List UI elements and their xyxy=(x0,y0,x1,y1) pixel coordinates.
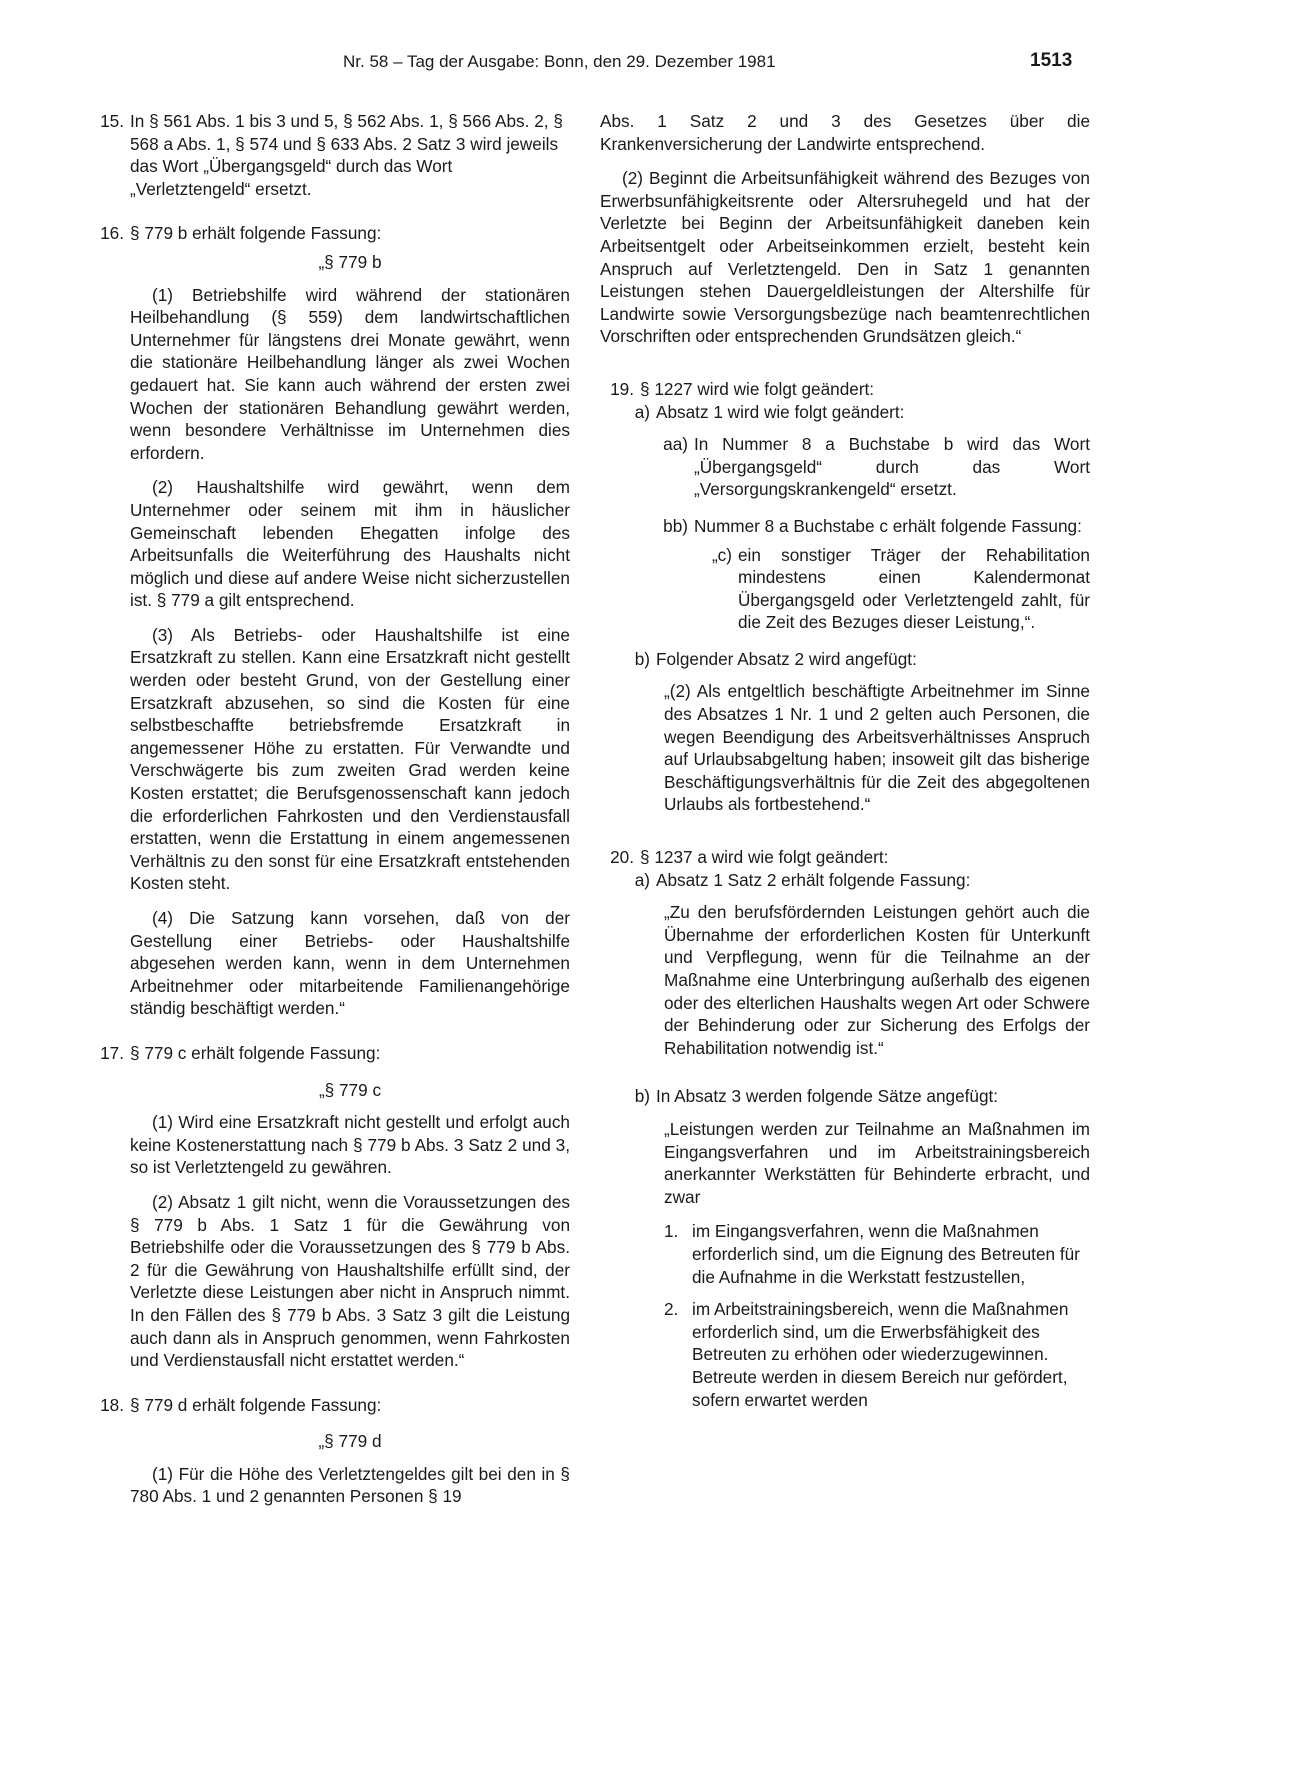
subitem-label: „c) xyxy=(711,544,732,565)
section-heading: „§ 779 b xyxy=(318,251,382,272)
numbered-text: im Arbeitstrainingsbereich, wenn die Maßnahmen erforderlich sind, um die Erwerbsfähigkeit des Betreuten zu erhöhen oder wiederzugewinnen. Betreute werden in diesem Bereich nur gefördert, sofern erwartet werden xyxy=(692,1299,1069,1410)
item-number: 18. xyxy=(100,1394,124,1415)
subitem-c xyxy=(696,544,1090,634)
item-17 xyxy=(90,1042,570,1372)
paragraph: (1) Für die Höhe des Verletztengeldes gilt bei den in § 780 Abs. 1 und 2 genannten Personen § 19 xyxy=(130,1463,570,1507)
quoted-amendment: „Zu den berufsfördernden Leistungen gehört auch die Übernahme der erforderlichen Kosten für Unterkunft und Verpflegung, wenn für die Teilnahme an der Maßnahme eine Unterbringung außerhalb des eigenen oder des elterlichen Haushalts wegen Art oder Schwere der Behinderung oder zur Sicherung des Erfolgs der Rehabilitation notwendig ist.“ xyxy=(664,902,1090,1058)
subitem-label: bb) xyxy=(663,515,688,536)
numbered-label: 1. xyxy=(664,1221,679,1242)
subitem-a xyxy=(620,869,1090,892)
item-19 xyxy=(600,378,1090,816)
item-number: 17. xyxy=(100,1042,124,1063)
numbered-item-2 xyxy=(664,1298,1090,1411)
section-heading: „§ 779 d xyxy=(318,1431,382,1452)
paragraph: (2) Absatz 1 gilt nicht, wenn die Voraussetzungen des § 779 b Abs. 1 Satz 1 für die Gewährung von Betriebshilfe oder die Voraussetzungen des § 779 b Abs. 2 für die Gewährung von Haushaltshilfe erfüllt sind, der Verletzte diese Leistungen aber nicht in Anspruch nimmt. In den Fällen des § 779 b Abs. 3 Satz 3 gilt die Leistung auch dann als in Anspruch genommen, wenn Fahrkosten und Verdienstausfall nicht erstattet werden.“ xyxy=(130,1191,570,1371)
quoted-amendment: „Leistungen werden zur Teilnahme an Maßnahmen im Eingangsverfahren und im Arbeitstrainingsbereich anerkannter Werkstätten für Behinderte erbracht, und zwar xyxy=(664,1118,1090,1207)
paragraph: (4) Die Satzung kann vorsehen, daß von der Gestellung einer Betriebs- oder Haushaltshilfe abgesehen werden kann, wenn in dem Unternehmen Arbeitnehmer oder mitarbeitende Familienangehörige ständig beschäftigt werden.“ xyxy=(130,908,570,1019)
paragraph: (2) Haushaltshilfe wird gewährt, wenn dem Unternehmer oder seinem mit ihm in häuslicher Gemeinschaft lebenden Ehegatten infolge des Arbeitsunfalls die Weiterführung des Haushalts nicht möglich und diese auf andere Weise nicht sicherzustellen ist. § 779 a gilt entsprechend. xyxy=(130,477,570,611)
paragraph: (1) Wird eine Ersatzkraft nicht gestellt und erfolgt auch keine Kostenerstattung nach § 779 b Abs. 3 Satz 2 und 3, so ist Verletztengeld zu gewähren. xyxy=(130,1112,570,1178)
item-text: In § 561 Abs. 1 bis 3 und 5, § 562 Abs. 1, § 566 Abs. 2, § 568 a Abs. 1, § 574 und § 633 Abs. 2 Satz 3 wird jeweils das Wort „Übergangsgeld“ durch das Wort „Verletztengeld“ ersetzt. xyxy=(130,111,563,199)
subitem-text: In Absatz 3 werden folgende Sätze angefügt: xyxy=(656,1086,999,1107)
item-text: § 1237 a wird wie folgt geändert: xyxy=(640,847,889,868)
item-text: § 1227 wird wie folgt geändert: xyxy=(640,378,875,399)
numbered-label: 2. xyxy=(664,1299,679,1320)
item-16 xyxy=(90,222,570,1020)
item-text: § 779 d erhält folgende Fassung: xyxy=(130,1394,382,1415)
page-header xyxy=(0,52,1300,82)
page-number: 1513 xyxy=(1030,50,1073,71)
numbered-item-1 xyxy=(664,1220,1090,1288)
subitem-b xyxy=(620,1085,1090,1108)
subitem-text: Nummer 8 a Buchstabe c erhält folgende Fassung: xyxy=(694,515,1082,536)
item-20 xyxy=(600,846,1090,1411)
right-column xyxy=(600,110,1090,1427)
item-number: 19. xyxy=(610,378,634,399)
left-column xyxy=(90,110,570,1524)
item-number: 15. xyxy=(100,111,124,131)
subitem-aa xyxy=(652,433,1090,501)
subitem-text: Folgender Absatz 2 wird angefügt: xyxy=(656,648,917,669)
quoted-amendment: „(2) Als entgeltlich beschäftigte Arbeitnehmer im Sinne des Absatzes 1 Nr. 1 und 2 gelten auch Personen, die wegen Beendigung des Arbeitsverhältnisses Anspruch auf Urlaubsabgeltung haben; insoweit gilt das bisherige Beschäftigungsverhältnis für die Zeit des abgegoltenen Urlaubs als fortbestehend.“ xyxy=(664,681,1090,815)
subitem-text: Absatz 1 wird wie folgt geändert: xyxy=(656,401,905,422)
subitem-label: b) xyxy=(634,648,650,669)
item-text: § 779 c erhält folgende Fassung: xyxy=(130,1042,381,1063)
paragraph: (3) Als Betriebs- oder Haushaltshilfe ist eine Ersatzkraft zu stellen. Kann eine Ersatzkraft nicht gestellt werden oder besteht Grund, von der Gestellung einer Ersatzkraft abzusehen, so sind die Kosten für eine selbstbeschaffte betriebsfremde Ersatzkraft in angemessener Höhe zu erstatten. Für Verwandte und Verschwägerte bis zum zweiten Grad werden keine Kosten erstattet; die Berufsgenossenschaft kann jedoch die erforderlichen Fahrkosten und den Verdienstausfall erstatten, wenn die Erstattung in einem angemessenen Verhältnis zu den sonst für eine Ersatzkraft entstehenden Kosten steht. xyxy=(130,624,570,894)
paragraph: (1) Betriebshilfe wird während der stationären Heilbehandlung (§ 559) dem landwirtschaftlichen Unternehmer für längstens drei Monate gewährt, wenn die stationäre Heilbehandlung länger als zwei Wochen gedauert hat. Sie kann auch während der ersten zwei Wochen der stationären Behandlung gewährt werden, wenn besondere Verhältnisse im Unternehmen dies erfordern. xyxy=(130,284,570,463)
item-18 xyxy=(90,1394,570,1508)
subitem-bb xyxy=(652,515,1090,538)
subitem-text: In Nummer 8 a Buchstabe b wird das Wort „Übergangsgeld“ durch das Wort „Versorgungskrankengeld“ ersetzt. xyxy=(694,434,1090,500)
item-15 xyxy=(90,110,570,200)
subitem-label: b) xyxy=(634,1086,650,1107)
item-number: 16. xyxy=(100,223,124,244)
subitem-a xyxy=(620,401,1090,424)
numbered-text: im Eingangsverfahren, wenn die Maßnahmen erforderlich sind, um die Eignung des Betreuten für die Aufnahme in die Werkstatt festzustellen, xyxy=(692,1221,1080,1287)
subitem-label: a) xyxy=(634,869,650,890)
subitem-b xyxy=(620,648,1090,671)
subitem-label: aa) xyxy=(663,434,688,455)
subitem-text: Absatz 1 Satz 2 erhält folgende Fassung: xyxy=(656,869,971,890)
paragraph: (2) Beginnt die Arbeitsunfähigkeit während des Bezuges von Erwerbsunfähigkeitsrente oder Altersruhegeld und hat der Verletzte bei Beginn der Arbeitsunfähigkeit daneben kein Arbeitsentgelt oder Arbeitseinkommen erzielt, besteht kein Anspruch auf Verletztengeld. Den in Satz 1 genannten Leistungen stehen Dauergeldleistungen der Altershilfe für Landwirte sowie Versorgungsbezüge nach beamtenrechtlichen Vorschriften oder entsprechenden Grundsätzen gleich.“ xyxy=(600,168,1090,347)
paragraph-continuation: Abs. 1 Satz 2 und 3 des Gesetzes über die Krankenversicherung der Landwirte entsprechend. xyxy=(600,111,1090,154)
subitem-text: ein sonstiger Träger der Rehabilitation mindestens einen Kalendermonat Übergangsgeld oder Verletztengeld zahlt, für die Zeit des Bezuges dieser Leistung,“. xyxy=(738,544,1090,633)
item-text: § 779 b erhält folgende Fassung: xyxy=(130,223,382,244)
gazette-issue-line: Nr. 58 – Tag der Ausgabe: Bonn, den 29. Dezember 1981 xyxy=(343,52,776,71)
section-heading: „§ 779 c xyxy=(318,1079,382,1100)
subitem-label: a) xyxy=(634,401,650,422)
item-number: 20. xyxy=(610,847,634,868)
